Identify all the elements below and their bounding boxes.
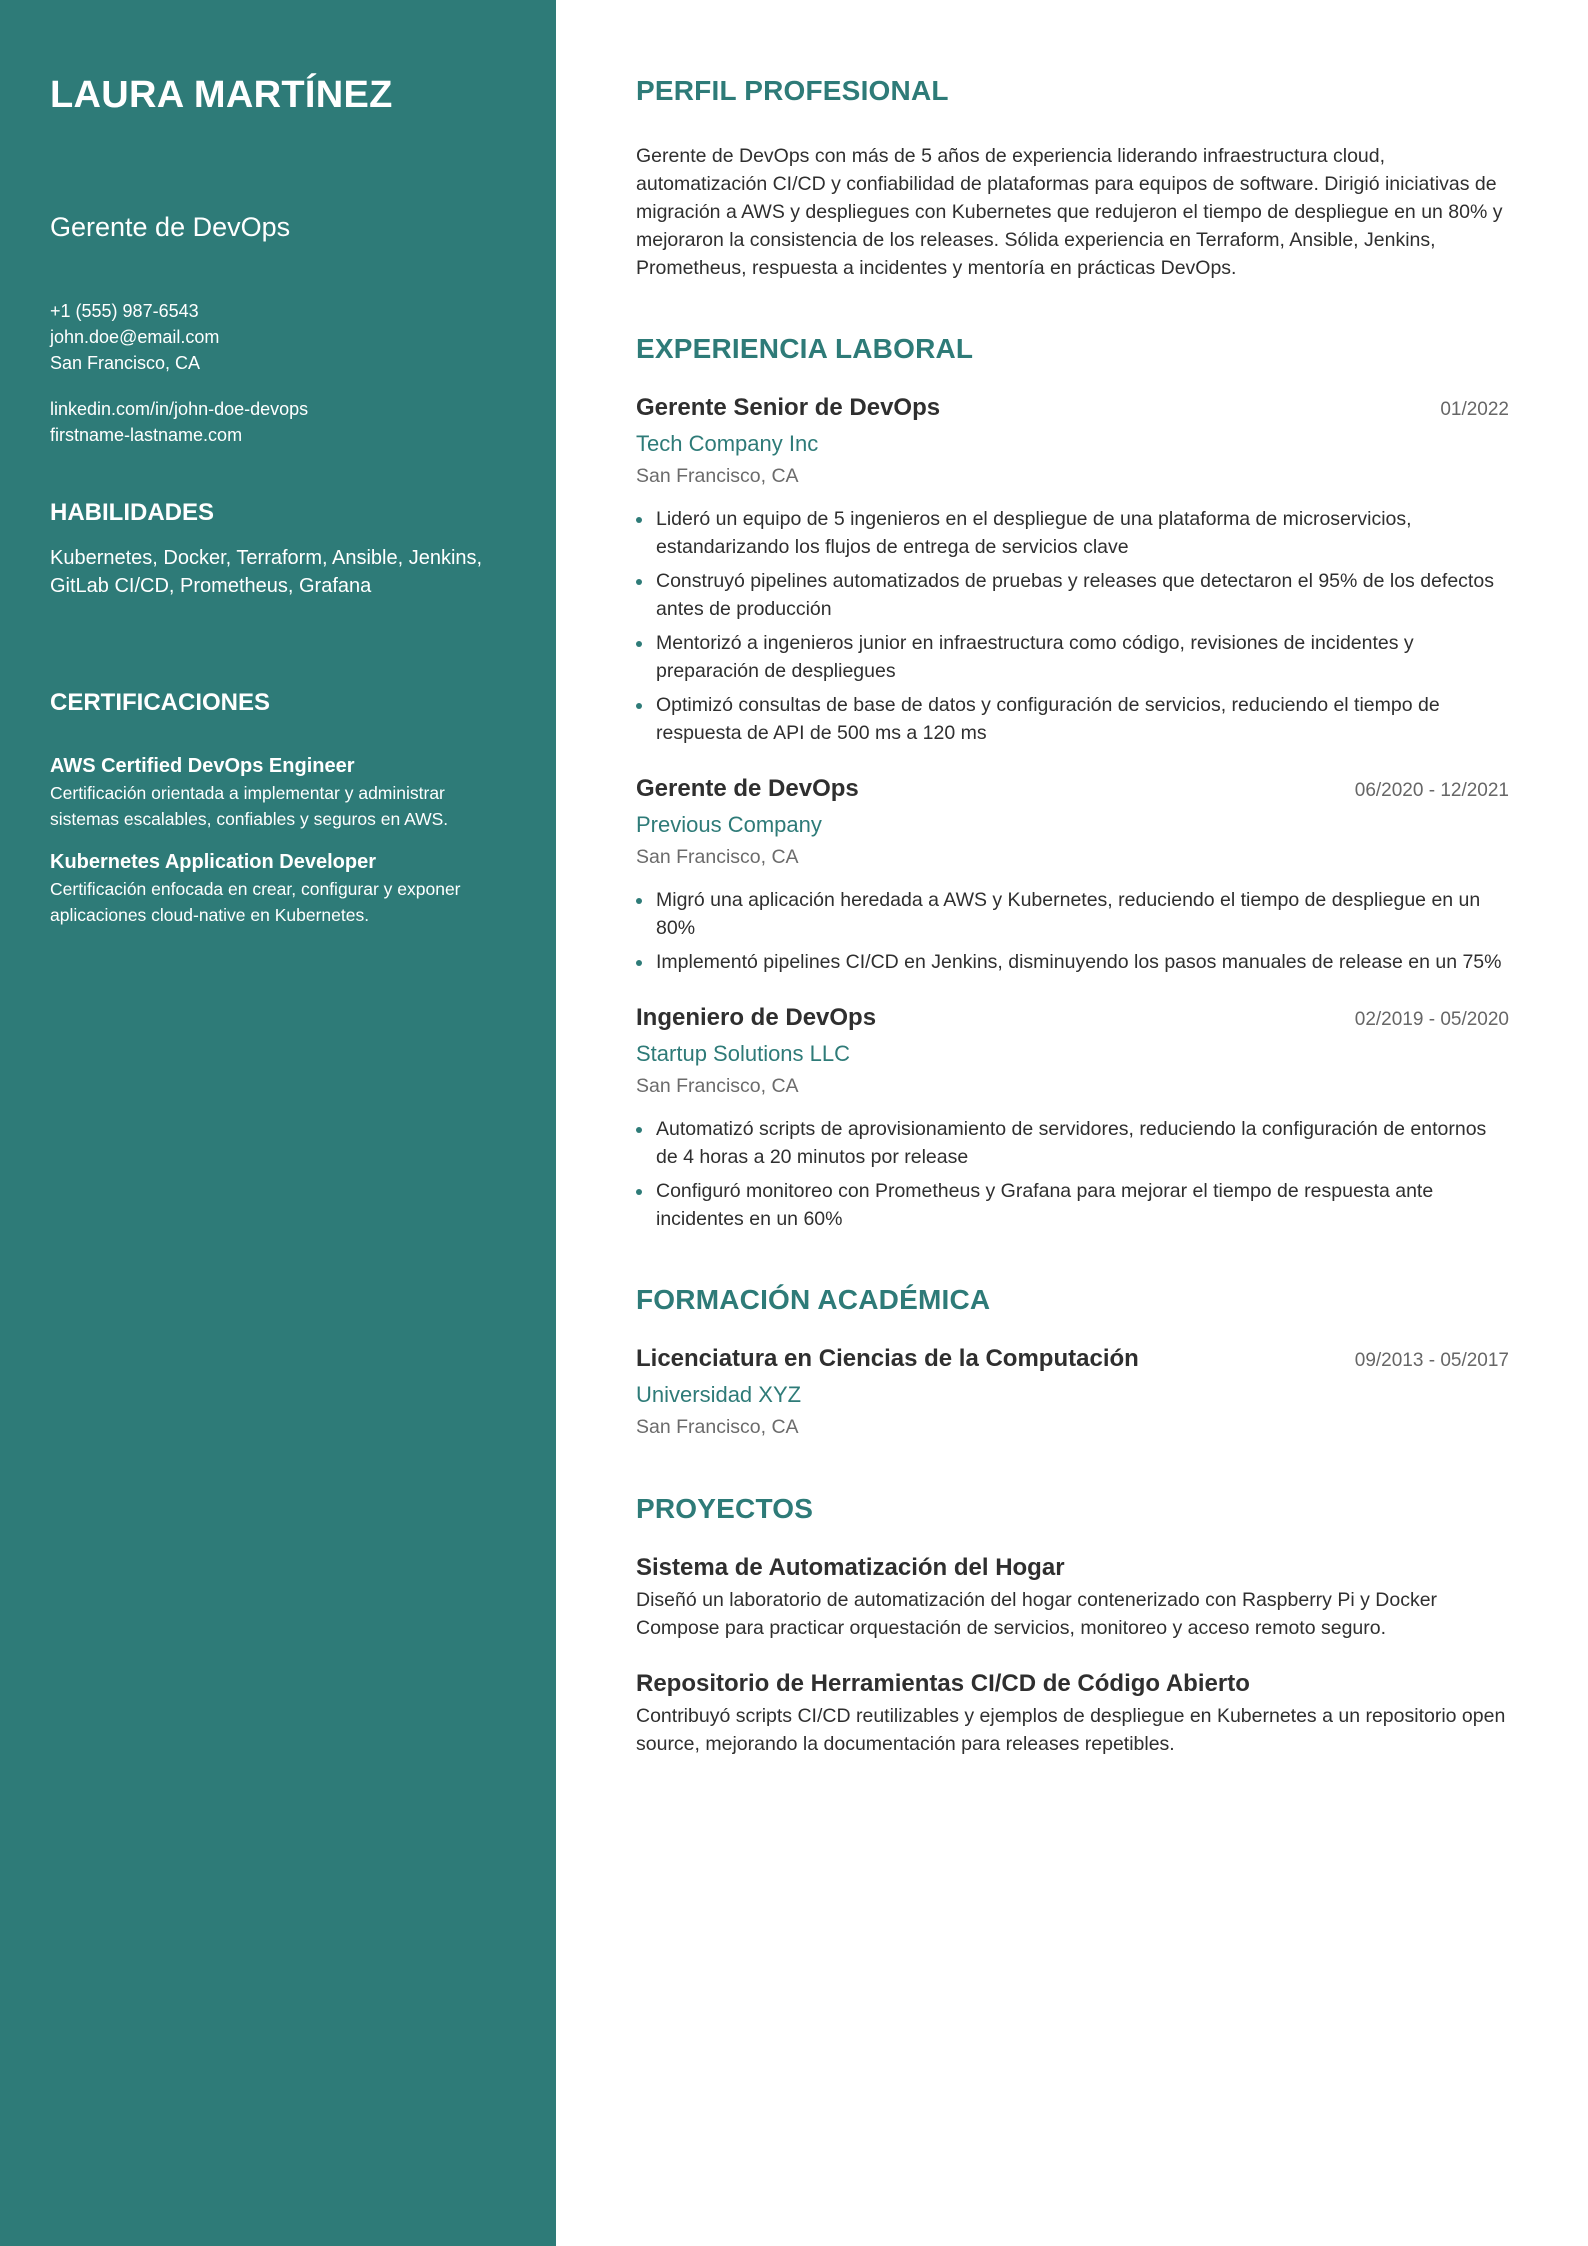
project-description: Contribuyó scripts CI/CD reutilizables y ejemplos de despliegue en Kubernetes a un repositorio open source, mejorando la documentación para releases repetibles. — [636, 1705, 1506, 1755]
profile-heading: PERFIL PROFESIONAL — [636, 75, 949, 106]
experience-heading: EXPERIENCIA LABORAL — [636, 333, 974, 364]
contact-block — [50, 298, 506, 448]
job-bullet — [636, 886, 1509, 942]
job-company: Previous Company — [636, 812, 822, 837]
job-date: 01/2022 — [1440, 399, 1509, 420]
education-section — [636, 1283, 1509, 1442]
project-title: Repositorio de Herramientas CI/CD de Código Abierto — [636, 1670, 1250, 1697]
job-location: San Francisco, CA — [636, 1075, 799, 1097]
sidebar — [0, 0, 556, 2246]
job-bullet-text: Implementó pipelines CI/CD en Jenkins, disminuyendo los pasos manuales de release en un 75% — [656, 951, 1502, 973]
project-entry — [636, 1552, 1509, 1642]
contact-location: San Francisco, CA — [50, 353, 201, 373]
job-bullet — [636, 505, 1509, 561]
candidate-role: Gerente de DevOps — [50, 212, 291, 242]
certification-item — [50, 848, 506, 928]
job-bullet — [636, 1177, 1509, 1233]
job-bullet-text: Migró una aplicación heredada a AWS y Kubernetes, reduciendo el tiempo de despliegue en un 80% — [656, 889, 1481, 939]
education-school: Universidad XYZ — [636, 1382, 802, 1407]
job-title: Gerente Senior de DevOps — [636, 394, 941, 421]
job-bullets — [636, 886, 1509, 976]
job-bullet — [636, 1115, 1509, 1171]
job-bullet-text: Automatizó scripts de aprovisionamiento de servidores, reduciendo la configuración de entornos de 4 horas a 20 minutos por release — [656, 1118, 1487, 1168]
job-title: Gerente de DevOps — [636, 775, 859, 802]
bullet-dot-icon — [636, 703, 642, 709]
skills-heading: HABILIDADES — [50, 499, 215, 526]
bullet-dot-icon — [636, 898, 642, 904]
job-location: San Francisco, CA — [636, 465, 799, 487]
projects-section — [636, 1492, 1509, 1758]
education-degree: Licenciatura en Ciencias de la Computación — [636, 1345, 1139, 1372]
job-date: 06/2020 - 12/2021 — [1354, 780, 1509, 801]
job-company: Tech Company Inc — [636, 431, 819, 456]
job-bullets — [636, 505, 1509, 747]
job-bullet — [636, 629, 1509, 685]
project-title: Sistema de Automatización del Hogar — [636, 1554, 1065, 1581]
bullet-dot-icon — [636, 517, 642, 523]
contact-email[interactable]: john.doe@email.com — [50, 327, 220, 347]
profile-summary: Gerente de DevOps con más de 5 años de experiencia liderando infraestructura cloud, automatización CI/CD y confiabilidad de plataformas para equipos de software. Dirigió iniciativas de migración a AWS y despliegues con Kubernetes que redujeron el tiempo de despliegue en un 80% y mejoraron la consistencia de los releases. Sólida experiencia en Terraform, Ansible, Jenkins, Prometheus, respuesta a incidentes y mentoría en prácticas DevOps. — [636, 145, 1503, 279]
certifications-heading: CERTIFICACIONES — [50, 689, 271, 716]
contact-linkedin[interactable]: linkedin.com/in/john-doe-devops — [50, 399, 309, 419]
job-date: 02/2019 - 05/2020 — [1354, 1009, 1509, 1030]
education-heading: FORMACIÓN ACADÉMICA — [636, 1284, 991, 1315]
job-entry — [636, 392, 1509, 747]
education-date: 09/2013 - 05/2017 — [1354, 1350, 1509, 1371]
experience-section — [636, 332, 1509, 1233]
main-content — [556, 0, 1588, 2246]
certification-description: Certificación enfocada en crear, configurar y exponer aplicaciones cloud-native en Kubernetes. — [50, 879, 461, 925]
certification-title: Kubernetes Application Developer — [50, 851, 376, 873]
job-bullet-text: Lideró un equipo de 5 ingenieros en el despliegue de una plataforma de microservicios, estandarizando los flujos de entrega de servicios clave — [656, 508, 1412, 558]
job-bullet — [636, 567, 1509, 623]
job-bullet — [636, 691, 1509, 747]
job-bullets — [636, 1115, 1509, 1233]
job-bullet — [636, 948, 1509, 976]
contact-phone: +1 (555) 987-6543 — [50, 301, 199, 321]
job-entry — [636, 773, 1509, 976]
job-bullet-text: Mentorizó a ingenieros junior en infraestructura como código, revisiones de incidentes y preparación de despliegues — [656, 632, 1414, 682]
candidate-name: LAURA MARTÍNEZ — [50, 74, 393, 116]
project-description: Diseñó un laboratorio de automatización del hogar contenerizado con Raspberry Pi y Docker Compose para practicar orquestación de servicios, monitoreo y acceso remoto seguro. — [636, 1589, 1438, 1639]
bullet-dot-icon — [636, 1189, 642, 1195]
bullet-dot-icon — [636, 579, 642, 585]
certifications-list — [50, 752, 506, 928]
project-entry — [636, 1668, 1509, 1758]
job-company: Startup Solutions LLC — [636, 1041, 851, 1066]
bullet-dot-icon — [636, 1127, 642, 1133]
skills-list: Kubernetes, Docker, Terraform, Ansible, Jenkins, GitLab CI/CD, Prometheus, Grafana — [50, 547, 483, 597]
job-title: Ingeniero de DevOps — [636, 1004, 877, 1031]
bullet-dot-icon — [636, 641, 642, 647]
job-bullet-text: Optimizó consultas de base de datos y configuración de servicios, reduciendo el tiempo de respuesta de API de 500 ms a 120 ms — [656, 694, 1440, 744]
certification-item — [50, 752, 506, 832]
job-location: San Francisco, CA — [636, 846, 799, 868]
bullet-dot-icon — [636, 960, 642, 966]
education-entry — [636, 1343, 1509, 1442]
projects-heading: PROYECTOS — [636, 1493, 814, 1524]
education-location: San Francisco, CA — [636, 1416, 799, 1438]
certification-title: AWS Certified DevOps Engineer — [50, 755, 355, 777]
job-bullet-text: Construyó pipelines automatizados de pruebas y releases que detectaron el 95% de los defectos antes de producción — [656, 570, 1494, 620]
contact-spacer — [50, 376, 506, 396]
certification-description: Certificación orientada a implementar y administrar sistemas escalables, confiables y seguros en AWS. — [50, 783, 449, 829]
job-entry — [636, 1002, 1509, 1233]
contact-website[interactable]: firstname-lastname.com — [50, 425, 243, 445]
job-bullet-text: Configuró monitoreo con Prometheus y Grafana para mejorar el tiempo de respuesta ante incidentes en un 60% — [656, 1180, 1434, 1230]
